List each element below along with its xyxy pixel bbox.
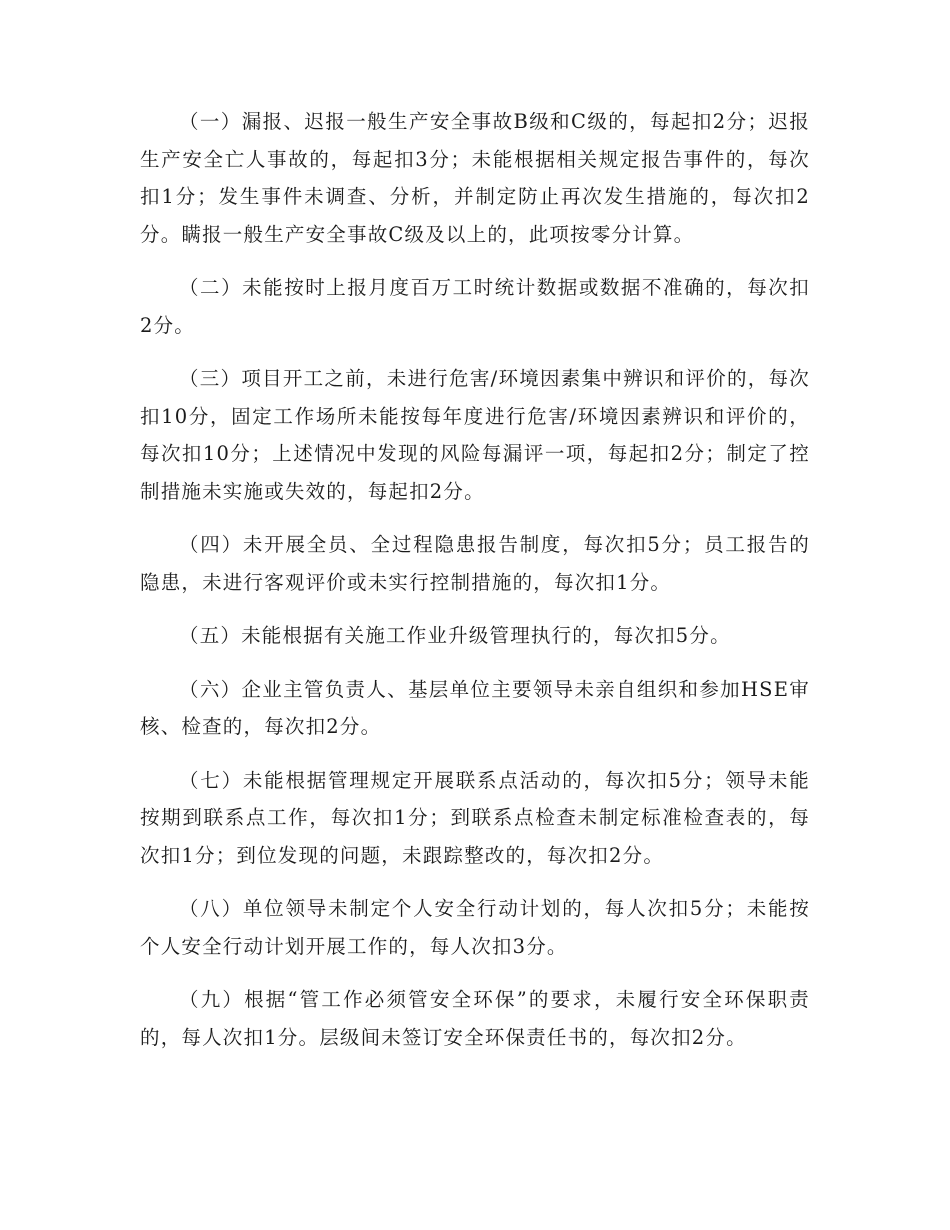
document-body [140, 103, 810, 1072]
paragraph-1: （一）漏报、迟报一般生产安全事故B级和C级的，每起扣2分；迟报生产安全亡人事故的，每起扣3分；未能根据相关规定报告事件的，每次扣1分；发生事件未调查、分析，并制定防止再次发生措施的，每次扣2分。瞒报一般生产安全事故C级及以上的，此项按零分计算。 [140, 110, 810, 246]
paragraph-5: （五）未能根据有关施工作业升级管理执行的，每次扣5分。 [179, 624, 731, 647]
paragraph-9: （九）根据“管工作必须管安全环保”的要求，未履行安全环保职责的，每人次扣1分。层级间未签订安全环保责任书的，每次扣2分。 [140, 988, 810, 1049]
paragraph-2: （二）未能按时上报月度百万工时统计数据或数据不准确的，每次扣2分。 [140, 276, 810, 337]
paragraph-6: （六）企业主管负责人、基层单位主要领导未亲自组织和参加HSE审核、检查的，每次扣2分。 [140, 677, 810, 738]
paragraph-3: （三）项目开工之前，未进行危害/环境因素集中辨识和评价的，每次扣10分，固定工作场所未能按每年度进行危害/环境因素辨识和评价的，每次扣10分；上述情况中发现的风险每漏评一项，每起扣2分；制定了控制措施未实施或失效的，每起扣2分。 [140, 367, 810, 503]
paragraph-4: （四）未开展全员、全过程隐患报告制度，每次扣5分；员工报告的隐患，未进行客观评价或未实行控制措施的，每次扣1分。 [140, 533, 810, 594]
paragraph-8: （八）单位领导未制定个人安全行动计划的，每人次扣5分；未能按个人安全行动计划开展工作的，每人次扣3分。 [140, 897, 810, 958]
paragraph-7: （七）未能根据管理规定开展联系点活动的，每次扣5分；领导未能按期到联系点工作，每次扣1分；到联系点检查未制定标准检查表的，每次扣1分；到位发现的问题，未跟踪整改的，每次扣2分。 [140, 768, 810, 867]
